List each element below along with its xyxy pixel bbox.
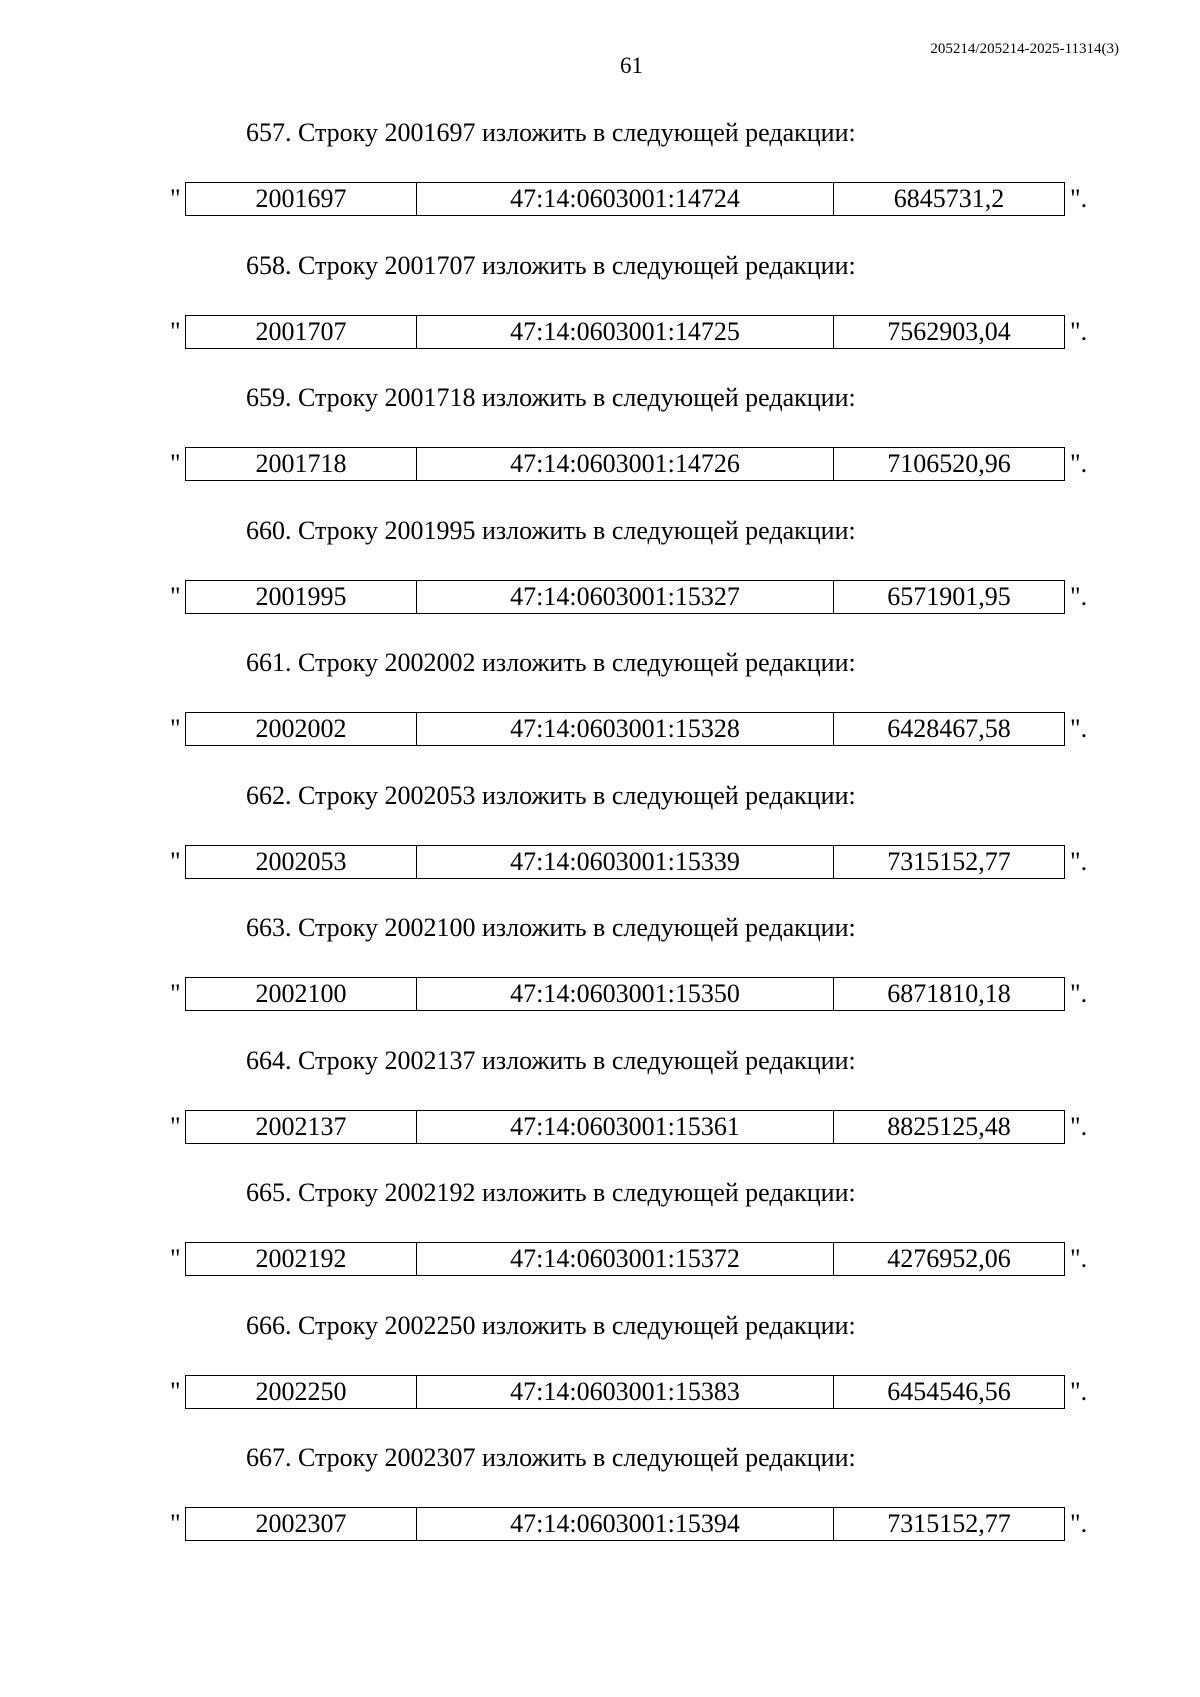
value-cell: 6571901,95 [834, 580, 1065, 613]
row-table [185, 1375, 1065, 1409]
amendment-item [0, 646, 1200, 779]
amendment-instruction: 657. Строку 2001697 изложить в следующей редакции: [246, 118, 856, 147]
opening-quote: " [170, 979, 181, 1008]
row-number-cell: 2002002 [186, 713, 417, 746]
closing-quote: ". [1070, 581, 1088, 611]
cadastral-number-cell: 47:14:0603001:15328 [417, 713, 834, 746]
row-number-cell: 2002137 [186, 1110, 417, 1143]
amendment-instruction: 659. Строку 2001718 изложить в следующей редакции: [246, 383, 856, 412]
opening-quote: " [170, 184, 181, 213]
cadastral-number-cell: 47:14:0603001:15339 [417, 845, 834, 878]
closing-quote: ". [1070, 979, 1088, 1008]
amended-row [170, 845, 1100, 879]
row-table [185, 1110, 1065, 1144]
value-cell: 6454546,56 [834, 1375, 1065, 1408]
value-cell: 8825125,48 [834, 1110, 1065, 1143]
amendment-item [0, 381, 1200, 514]
row-number-cell: 2002307 [186, 1508, 417, 1541]
amendment-instruction: 662. Строку 2002053 изложить в следующей редакции: [246, 780, 856, 810]
amended-row [170, 1375, 1100, 1409]
row-table [185, 1242, 1065, 1276]
amendment-instruction: 660. Строку 2001995 изложить в следующей редакции: [246, 515, 856, 545]
amended-row [170, 447, 1100, 481]
value-cell: 7315152,77 [834, 1508, 1065, 1541]
row-number-cell: 2002100 [186, 978, 417, 1011]
cadastral-number-cell: 47:14:0603001:14726 [417, 448, 834, 481]
amended-row [170, 182, 1100, 216]
amendment-list [0, 116, 1200, 1574]
row-number-cell: 2001697 [186, 183, 417, 216]
amendment-instruction: 665. Строку 2002192 изложить в следующей редакции: [246, 1178, 856, 1207]
value-cell: 6845731,2 [834, 183, 1065, 216]
row-number-cell: 2001718 [186, 448, 417, 481]
amended-row [170, 315, 1100, 349]
cadastral-number-cell: 47:14:0603001:15394 [417, 1508, 834, 1541]
amendment-instruction: 658. Строку 2001707 изложить в следующей редакции: [246, 250, 856, 280]
amendment-instruction: 666. Строку 2002250 изложить в следующей редакции: [246, 1310, 856, 1340]
closing-quote: ". [1070, 1509, 1088, 1538]
amendment-item [0, 116, 1200, 249]
amendment-item [0, 1441, 1200, 1574]
closing-quote: ". [1070, 846, 1088, 876]
cadastral-number-cell: 47:14:0603001:15327 [417, 580, 834, 613]
row-table [185, 712, 1065, 746]
row-table [185, 1507, 1065, 1541]
closing-quote: ". [1070, 1111, 1088, 1141]
opening-quote: " [170, 316, 181, 346]
amendment-instruction: 667. Строку 2002307 изложить в следующей редакции: [246, 1443, 856, 1472]
value-cell: 7562903,04 [834, 315, 1065, 348]
amendment-instruction: 661. Строку 2002002 изложить в следующей редакции: [246, 648, 856, 677]
cadastral-number-cell: 47:14:0603001:15372 [417, 1243, 834, 1276]
amended-row [170, 1110, 1100, 1144]
amendment-instruction: 663. Строку 2002100 изложить в следующей редакции: [246, 913, 856, 942]
row-table [185, 845, 1065, 879]
value-cell: 4276952,06 [834, 1243, 1065, 1276]
amendment-item [0, 1044, 1200, 1177]
amendment-item [0, 514, 1200, 647]
row-table [185, 580, 1065, 614]
closing-quote: ". [1070, 1244, 1088, 1273]
row-number-cell: 2001995 [186, 580, 417, 613]
value-cell: 7315152,77 [834, 845, 1065, 878]
row-table [185, 977, 1065, 1011]
amended-row [170, 712, 1100, 746]
row-table [185, 447, 1065, 481]
value-cell: 6428467,58 [834, 713, 1065, 746]
row-table [185, 182, 1065, 216]
row-number-cell: 2002250 [186, 1375, 417, 1408]
page-number: 61 [620, 53, 643, 78]
amendment-item [0, 1309, 1200, 1442]
opening-quote: " [170, 846, 181, 876]
opening-quote: " [170, 1376, 181, 1406]
amendment-item [0, 249, 1200, 382]
amendment-item [0, 1176, 1200, 1309]
cadastral-number-cell: 47:14:0603001:14725 [417, 315, 834, 348]
opening-quote: " [170, 714, 181, 743]
cadastral-number-cell: 47:14:0603001:14724 [417, 183, 834, 216]
amendment-instruction: 664. Строку 2002137 изложить в следующей редакции: [246, 1045, 856, 1075]
closing-quote: ". [1070, 1376, 1088, 1406]
value-cell: 7106520,96 [834, 448, 1065, 481]
amended-row [170, 1242, 1100, 1276]
row-table [185, 315, 1065, 349]
amended-row [170, 977, 1100, 1011]
opening-quote: " [170, 1111, 181, 1141]
row-number-cell: 2002053 [186, 845, 417, 878]
opening-quote: " [170, 1244, 181, 1273]
row-number-cell: 2001707 [186, 315, 417, 348]
document-id: 205214/205214-2025-11314(3) [930, 41, 1119, 57]
cadastral-number-cell: 47:14:0603001:15383 [417, 1375, 834, 1408]
closing-quote: ". [1070, 184, 1088, 213]
closing-quote: ". [1070, 714, 1088, 743]
opening-quote: " [170, 449, 181, 478]
amended-row [170, 1507, 1100, 1541]
cadastral-number-cell: 47:14:0603001:15350 [417, 978, 834, 1011]
cadastral-number-cell: 47:14:0603001:15361 [417, 1110, 834, 1143]
row-number-cell: 2002192 [186, 1243, 417, 1276]
opening-quote: " [170, 581, 181, 611]
amendment-item [0, 779, 1200, 912]
opening-quote: " [170, 1509, 181, 1538]
closing-quote: ". [1070, 449, 1088, 478]
value-cell: 6871810,18 [834, 978, 1065, 1011]
amendment-item [0, 911, 1200, 1044]
closing-quote: ". [1070, 316, 1088, 346]
amended-row [170, 580, 1100, 614]
